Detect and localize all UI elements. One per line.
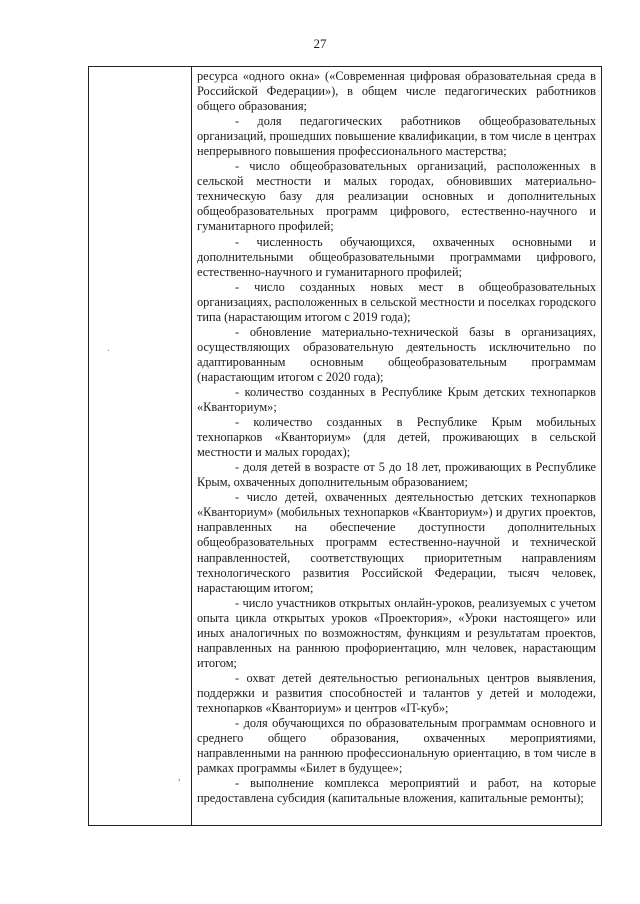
scan-speck: ·	[107, 346, 111, 357]
page-number: 27	[313, 36, 327, 51]
paragraph: - доля детей в возрасте от 5 до 18 лет, проживающих в Республике Крым, охваченных дополнительным образованием;	[197, 460, 596, 490]
paragraph: - количество созданных в Республике Крым мобильных технопарков «Кванториум» (для детей, проживающих в сельской местности и малых городах);	[197, 415, 596, 460]
paragraph: - доля обучающихся по образовательным программам основного и среднего общего образования, охваченных мероприятиями, направленными на раннюю профессиональную ориентацию, в том числе в рамках программы «Билет в будущее»;	[197, 716, 596, 776]
paragraph: - выполнение комплекса мероприятий и работ, на которые предоставлена субсидия (капитальные вложения, капитальные ремонты);	[197, 776, 596, 806]
paragraph: - охват детей деятельностью региональных центров выявления, поддержки и развития способностей и талантов у детей и молодежи, технопарков «Кванториум» и центров «IT-куб»;	[197, 670, 596, 715]
document-table	[88, 66, 602, 826]
table-right-column	[192, 67, 601, 806]
paragraph: ресурса «одного окна» («Современная цифровая образовательная среда в Российской Федерации»), в общем числе педагогических работников общего образования;	[197, 69, 596, 114]
table-left-column	[89, 67, 192, 825]
paragraph: - число общеобразовательных организаций, расположенных в сельской местности и малых городах, обновивших материально-техническую базу для реализации основных и дополнительных общеобразовательных программ цифрового, естественно-научного и гуманитарного профилей;	[197, 159, 596, 234]
paragraph: - количество созданных в Республике Крым детских технопарков «Кванториум»;	[197, 384, 596, 415]
paragraph: - число созданных новых мест в общеобразовательных организациях, расположенных в сельской местности и поселках городского типа (нарастающим итогом с 2019 года);	[197, 279, 596, 324]
paragraph: - число детей, охваченных деятельностью детских технопарков «Кванториум» (мобильных технопарков «Кванториум») и других проектов, направленных на обеспечение доступности дополнительных общеобразовательных программ естественно-научной и технической направленностей, соответствующих приоритетным направлениям технологического развития Российской Федерации, тысяч человек, нарастающим итогом;	[197, 490, 596, 595]
paragraph: - доля педагогических работников общеобразовательных организаций, прошедших повышение квалификации, в том числе в центрах непрерывного повышения профессионального мастерства;	[197, 114, 596, 159]
paragraph: - обновление материально-технической базы в организациях, осуществляющих образовательную деятельность исключительно по адаптированным основным общеобразовательным программам (нарастающим итогом с 2020 года);	[197, 324, 596, 384]
paragraph: - численность обучающихся, охваченных основными и дополнительными общеобразовательными программами цифрового, естественно-научного и гуманитарного профилей;	[197, 234, 596, 279]
scan-speck: ,	[178, 772, 181, 783]
paragraph: - число участников открытых онлайн-уроков, реализуемых с учетом опыта цикла открытых уроков «Проектория», «Уроки настоящего» или иных аналогичных по возможностям, функциям и результатам проектов, направленных на раннюю профориентацию, млн человек, нарастающим итогом;	[197, 595, 596, 670]
